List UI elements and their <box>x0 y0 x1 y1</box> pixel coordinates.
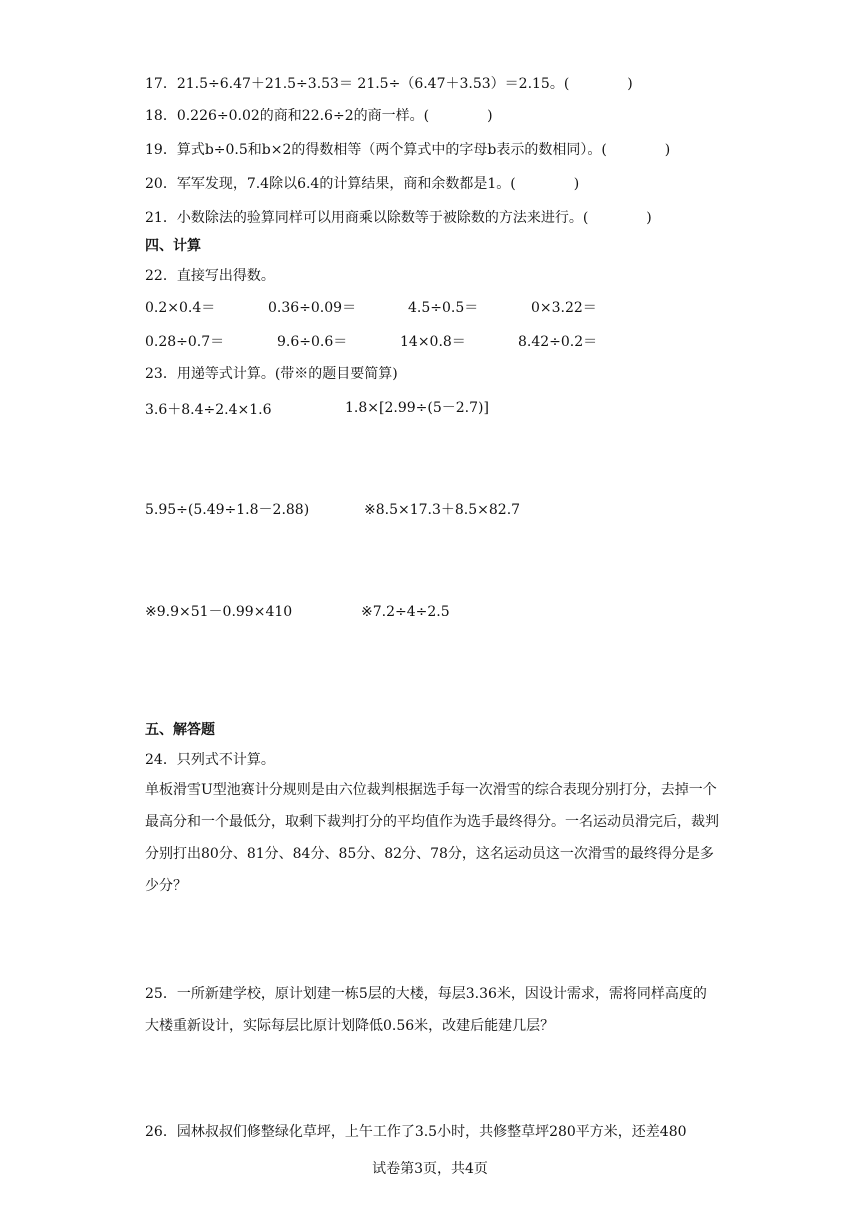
mental-calc-item: 9.6÷0.6＝ <box>277 334 348 350</box>
question-18 <box>145 106 493 126</box>
question-19 <box>145 140 670 160</box>
page-footer: 试卷第3页，共4页 <box>372 1161 488 1177</box>
section-5-title: 五、解答题 <box>145 722 215 738</box>
mental-calc-item: 0×3.22＝ <box>531 300 597 316</box>
question-19-text: 19．算式b÷0.5和b×2的得数相等（两个算式中的字母b表示的数相同）。( <box>145 142 607 158</box>
question-21-close: ) <box>646 210 652 226</box>
question-21 <box>145 208 652 228</box>
question-20 <box>145 174 579 194</box>
stepwise-calc-item: 3.6＋8.4÷2.4×1.6 <box>145 402 272 418</box>
section-4-title: 四、计算 <box>145 238 201 254</box>
question-18-close: ) <box>487 108 493 124</box>
stepwise-calc-item: 1.8×[2.99÷(5－2.7)] <box>345 400 489 416</box>
mental-calc-item: 14×0.8＝ <box>400 334 466 350</box>
question-19-close: ) <box>664 142 671 158</box>
question-17-text: 17．21.5÷6.47＋21.5÷3.53＝ 21.5÷（6.47＋3.53）＝2.15。( <box>145 76 570 92</box>
stepwise-calc-item: ※7.2÷4÷2.5 <box>361 604 450 620</box>
question-17-close: ) <box>627 76 633 92</box>
question-21-text: 21．小数除法的验算同样可以用商乘以除数等于被除数的方法来进行。( <box>145 210 589 226</box>
stepwise-calc-item: 5.95÷(5.49÷1.8－2.88) <box>145 502 310 518</box>
question-17 <box>145 74 633 94</box>
mental-calc-item: 4.5÷0.5＝ <box>408 300 479 316</box>
question-20-close: ) <box>573 176 580 192</box>
mental-calc-item: 0.28÷0.7＝ <box>145 334 225 350</box>
stepwise-calc-item: ※9.9×51－0.99×410 <box>145 604 293 620</box>
question-26-text: 26．园林叔叔们修整绿化草坪，上午工作了3.5小时，共修整草坪280平方米，还差480 <box>145 1124 687 1140</box>
question-24-label: 24．只列式不计算。 <box>145 752 275 768</box>
mental-calc-item: 8.42÷0.2＝ <box>518 334 598 350</box>
question-22-label: 22．直接写出得数。 <box>145 268 275 284</box>
question-23-label: 23．用递等式计算。(带※的题目要简算) <box>145 366 398 382</box>
stepwise-calc-item: ※8.5×17.3＋8.5×82.7 <box>364 502 521 518</box>
question-24-text: 单板滑雪U型池赛计分规则是由六位裁判根据选手每一次滑雪的综合表现分别打分，去掉一个最高分和一个最低分，取剩下裁判打分的平均值作为选手最终得分。一名运动员滑完后，裁判分别打出80分、81分、84分、85分、82分、78分，这名运动员这一次滑雪的最终得分是多少分？ <box>145 782 719 894</box>
question-25-text: 25．一所新建学校，原计划建一栋5层的大楼，每层3.36米，因设计需求，需将同样高度的大楼重新设计，实际每层比原计划降低0.56米，改建后能建几层？ <box>145 986 707 1034</box>
mental-calc-item: 0.2×0.4＝ <box>145 300 216 316</box>
question-18-text: 18．0.226÷0.02的商和22.6÷2的商一样。( <box>145 108 430 124</box>
question-20-text: 20．军军发现，7.4除以6.4的计算结果，商和余数都是1。( <box>145 176 516 192</box>
mental-calc-item: 0.36÷0.09＝ <box>268 300 357 316</box>
